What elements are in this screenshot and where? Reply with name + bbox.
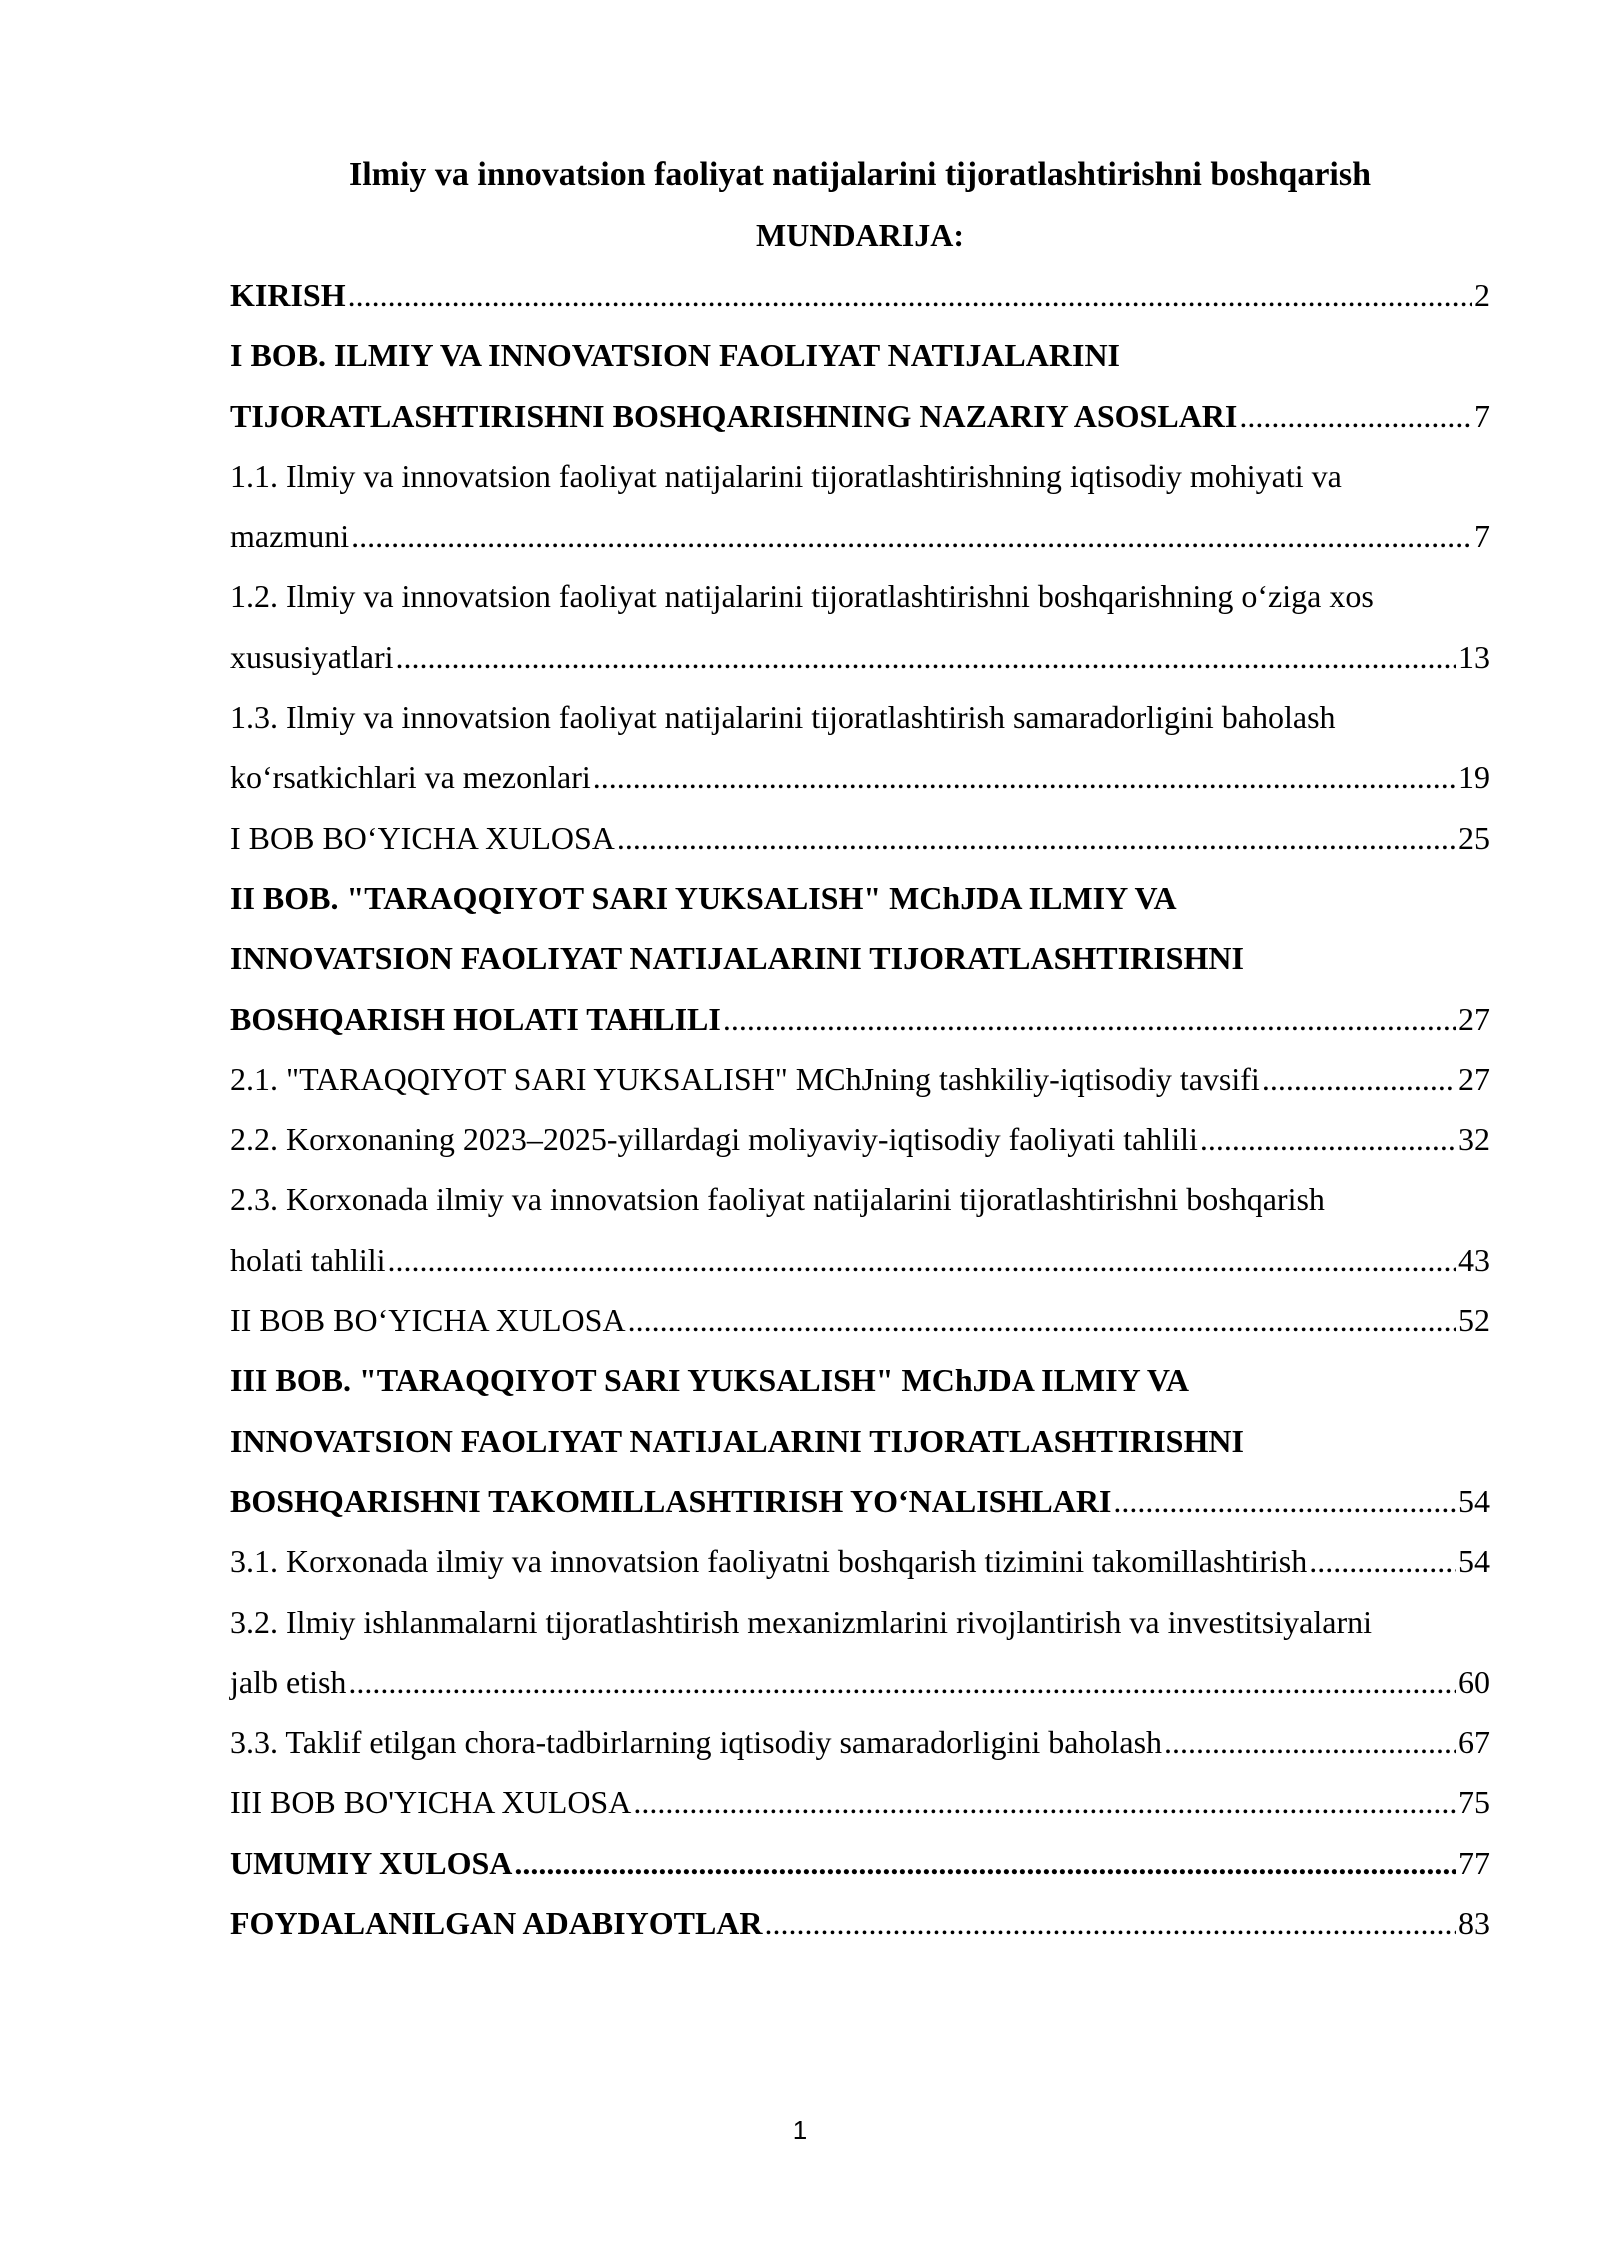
toc-page-number: 7 xyxy=(1474,518,1490,555)
table-of-contents xyxy=(230,265,1490,1953)
toc-entry[interactable] xyxy=(230,1049,1490,1109)
toc-page-number: 52 xyxy=(1458,1302,1490,1339)
toc-entry[interactable] xyxy=(230,325,1490,446)
toc-leader-dots xyxy=(351,506,1472,566)
toc-leader-dots xyxy=(723,989,1456,1049)
toc-page-number: 27 xyxy=(1458,1060,1490,1097)
toc-line xyxy=(230,1652,1490,1712)
toc-leader-dots xyxy=(388,1230,1456,1290)
toc-line xyxy=(230,506,1490,566)
toc-page-number: 32 xyxy=(1458,1121,1490,1158)
toc-entry[interactable] xyxy=(230,1772,1490,1832)
toc-line xyxy=(230,1531,1490,1591)
toc-entry-label: FOYDALANILGAN ADABIYOTLAR xyxy=(230,1905,763,1942)
toc-page-number: 13 xyxy=(1458,638,1490,675)
toc-line xyxy=(230,1290,1490,1350)
toc-entry-text: INNOVATSION FAOLIYAT NATIJALARINI TIJORATLASHTIRISHNI xyxy=(230,940,1244,977)
toc-entry-label: 2.2. Korxonaning 2023–2025-yillardagi moliyaviy-iqtisodiy faoliyati tahlili xyxy=(230,1121,1198,1158)
toc-line xyxy=(230,627,1490,687)
toc-entry-text: 3.2. Ilmiy ishlanmalarni tijoratlashtirish mexanizmlarini rivojlantirish va investitsiyalarni xyxy=(230,1603,1372,1640)
toc-leader-dots xyxy=(1164,1712,1456,1772)
toc-entry-label: 3.1. Korxonada ilmiy va innovatsion faoliyatni boshqarish tizimini takomillashtirish xyxy=(230,1543,1308,1580)
toc-page-number: 77 xyxy=(1458,1844,1490,1881)
toc-leader-dots xyxy=(593,747,1456,807)
toc-page-number: 19 xyxy=(1458,759,1490,796)
toc-line xyxy=(230,989,1490,1049)
toc-line xyxy=(230,747,1490,807)
toc-leader-dots xyxy=(348,1652,1456,1712)
toc-entry[interactable] xyxy=(230,1833,1490,1893)
toc-entry-label: mazmuni xyxy=(230,518,350,555)
toc-entry[interactable] xyxy=(230,1592,1490,1713)
toc-entry-text: 1.3. Ilmiy va innovatsion faoliyat natijalarini tijoratlashtirish samaradorligini baholash xyxy=(230,699,1336,736)
page-content xyxy=(230,145,1490,1953)
toc-page-number: 75 xyxy=(1458,1784,1490,1821)
toc-entry-label: xususiyatlari xyxy=(230,638,394,675)
toc-page-number: 60 xyxy=(1458,1663,1490,1700)
toc-line xyxy=(230,1772,1490,1832)
toc-entry-label: I BOB BO‘YICHA XULOSA xyxy=(230,819,615,856)
toc-entry[interactable] xyxy=(230,1531,1490,1591)
toc-line xyxy=(230,1712,1490,1772)
toc-entry[interactable] xyxy=(230,446,1490,567)
toc-heading: MUNDARIJA: xyxy=(756,217,964,253)
toc-entry-label: 2.1. "TARAQQIYOT SARI YUKSALISH" MChJning tashkiliy-iqtisodiy tavsifi xyxy=(230,1060,1260,1097)
toc-leader-dots xyxy=(514,1833,1456,1893)
toc-page-number: 83 xyxy=(1458,1905,1490,1942)
toc-page-number: 25 xyxy=(1458,819,1490,856)
toc-entry-label: ko‘rsatkichlari va mezonlari xyxy=(230,759,591,796)
document-title: Ilmiy va innovatsion faoliyat natijalarini tijoratlashtirishni boshqarish xyxy=(348,156,1372,193)
toc-entry[interactable] xyxy=(230,808,1490,868)
toc-line xyxy=(230,1893,1490,1953)
toc-leader-dots xyxy=(1239,386,1472,446)
page-number: 1 xyxy=(792,2115,808,2145)
toc-entry[interactable] xyxy=(230,1893,1490,1953)
toc-leader-dots xyxy=(348,265,1472,325)
toc-entry-label: jalb etish xyxy=(230,1663,347,1700)
toc-leader-dots xyxy=(1262,1049,1456,1109)
toc-entry[interactable] xyxy=(230,1109,1490,1169)
toc-entry-label: TIJORATLASHTIRISHNI BOSHQARISHNING NAZARIY ASOSLARI xyxy=(230,397,1238,434)
toc-entry-text: INNOVATSION FAOLIYAT NATIJALARINI TIJORATLASHTIRISHNI xyxy=(230,1422,1244,1459)
toc-leader-dots xyxy=(396,627,1456,687)
toc-entry-label: holati tahlili xyxy=(230,1241,386,1278)
toc-leader-dots xyxy=(1200,1109,1456,1169)
toc-entry[interactable] xyxy=(230,265,1490,325)
toc-entry[interactable] xyxy=(230,868,1490,1049)
toc-entry-label: 3.3. Taklif etilgan chora-tadbirlarning iqtisodiy samaradorligini baholash xyxy=(230,1724,1163,1761)
toc-entry-label: KIRISH xyxy=(230,277,346,313)
toc-page-number: 67 xyxy=(1458,1724,1490,1761)
toc-entry-label: III BOB BO'YICHA XULOSA xyxy=(230,1784,632,1821)
toc-leader-dots xyxy=(765,1893,1457,1953)
toc-leader-dots xyxy=(1113,1471,1456,1531)
toc-page-number: 27 xyxy=(1458,1000,1490,1037)
toc-line xyxy=(230,1230,1490,1290)
toc-leader-dots xyxy=(633,1772,1456,1832)
toc-line xyxy=(230,1049,1490,1109)
toc-entry[interactable] xyxy=(230,1350,1490,1531)
toc-line xyxy=(230,1833,1490,1893)
toc-page-number: 7 xyxy=(1474,397,1490,434)
toc-leader-dots xyxy=(628,1290,1456,1350)
toc-entry-text: 1.2. Ilmiy va innovatsion faoliyat natijalarini tijoratlashtirishni boshqarishning o‘ziga xos xyxy=(230,578,1374,615)
toc-entry[interactable] xyxy=(230,687,1490,808)
toc-entry-text: II BOB. "TARAQQIYOT SARI YUKSALISH" MChJDA ILMIY VA xyxy=(230,879,1177,916)
toc-entry-text: III BOB. "TARAQQIYOT SARI YUKSALISH" MChJDA ILMIY VA xyxy=(230,1362,1189,1399)
toc-entry-text: I BOB. ILMIY VA INNOVATSION FAOLIYAT NATIJALARINI xyxy=(230,337,1120,374)
toc-entry[interactable] xyxy=(230,566,1490,687)
toc-entry-text: 2.3. Korxonada ilmiy va innovatsion faoliyat natijalarini tijoratlashtirishni boshqarish xyxy=(230,1181,1325,1218)
toc-page-number: 2 xyxy=(1474,277,1490,313)
toc-entry-label: UMUMIY XULOSA xyxy=(230,1844,513,1881)
toc-line xyxy=(230,386,1490,446)
toc-leader-dots xyxy=(1309,1531,1456,1591)
toc-entry-label: BOSHQARISH HOLATI TAHLILI xyxy=(230,1000,721,1037)
toc-page-number: 54 xyxy=(1458,1543,1490,1580)
toc-entry[interactable] xyxy=(230,1712,1490,1772)
toc-entry[interactable] xyxy=(230,1169,1490,1290)
toc-leader-dots xyxy=(617,808,1456,868)
toc-entry-label: BOSHQARISHNI TAKOMILLASHTIRISH YO‘NALISHLARI xyxy=(230,1482,1112,1519)
toc-line xyxy=(230,1109,1490,1169)
toc-entry-text: 1.1. Ilmiy va innovatsion faoliyat natijalarini tijoratlashtirishning iqtisodiy mohiyati va xyxy=(230,457,1342,494)
toc-line xyxy=(230,808,1490,868)
toc-page-number: 43 xyxy=(1458,1241,1490,1278)
toc-entry[interactable] xyxy=(230,1290,1490,1350)
toc-page-number: 54 xyxy=(1458,1482,1490,1519)
toc-line xyxy=(230,265,1490,325)
toc-line xyxy=(230,1471,1490,1531)
toc-entry-label: II BOB BO‘YICHA XULOSA xyxy=(230,1302,626,1339)
